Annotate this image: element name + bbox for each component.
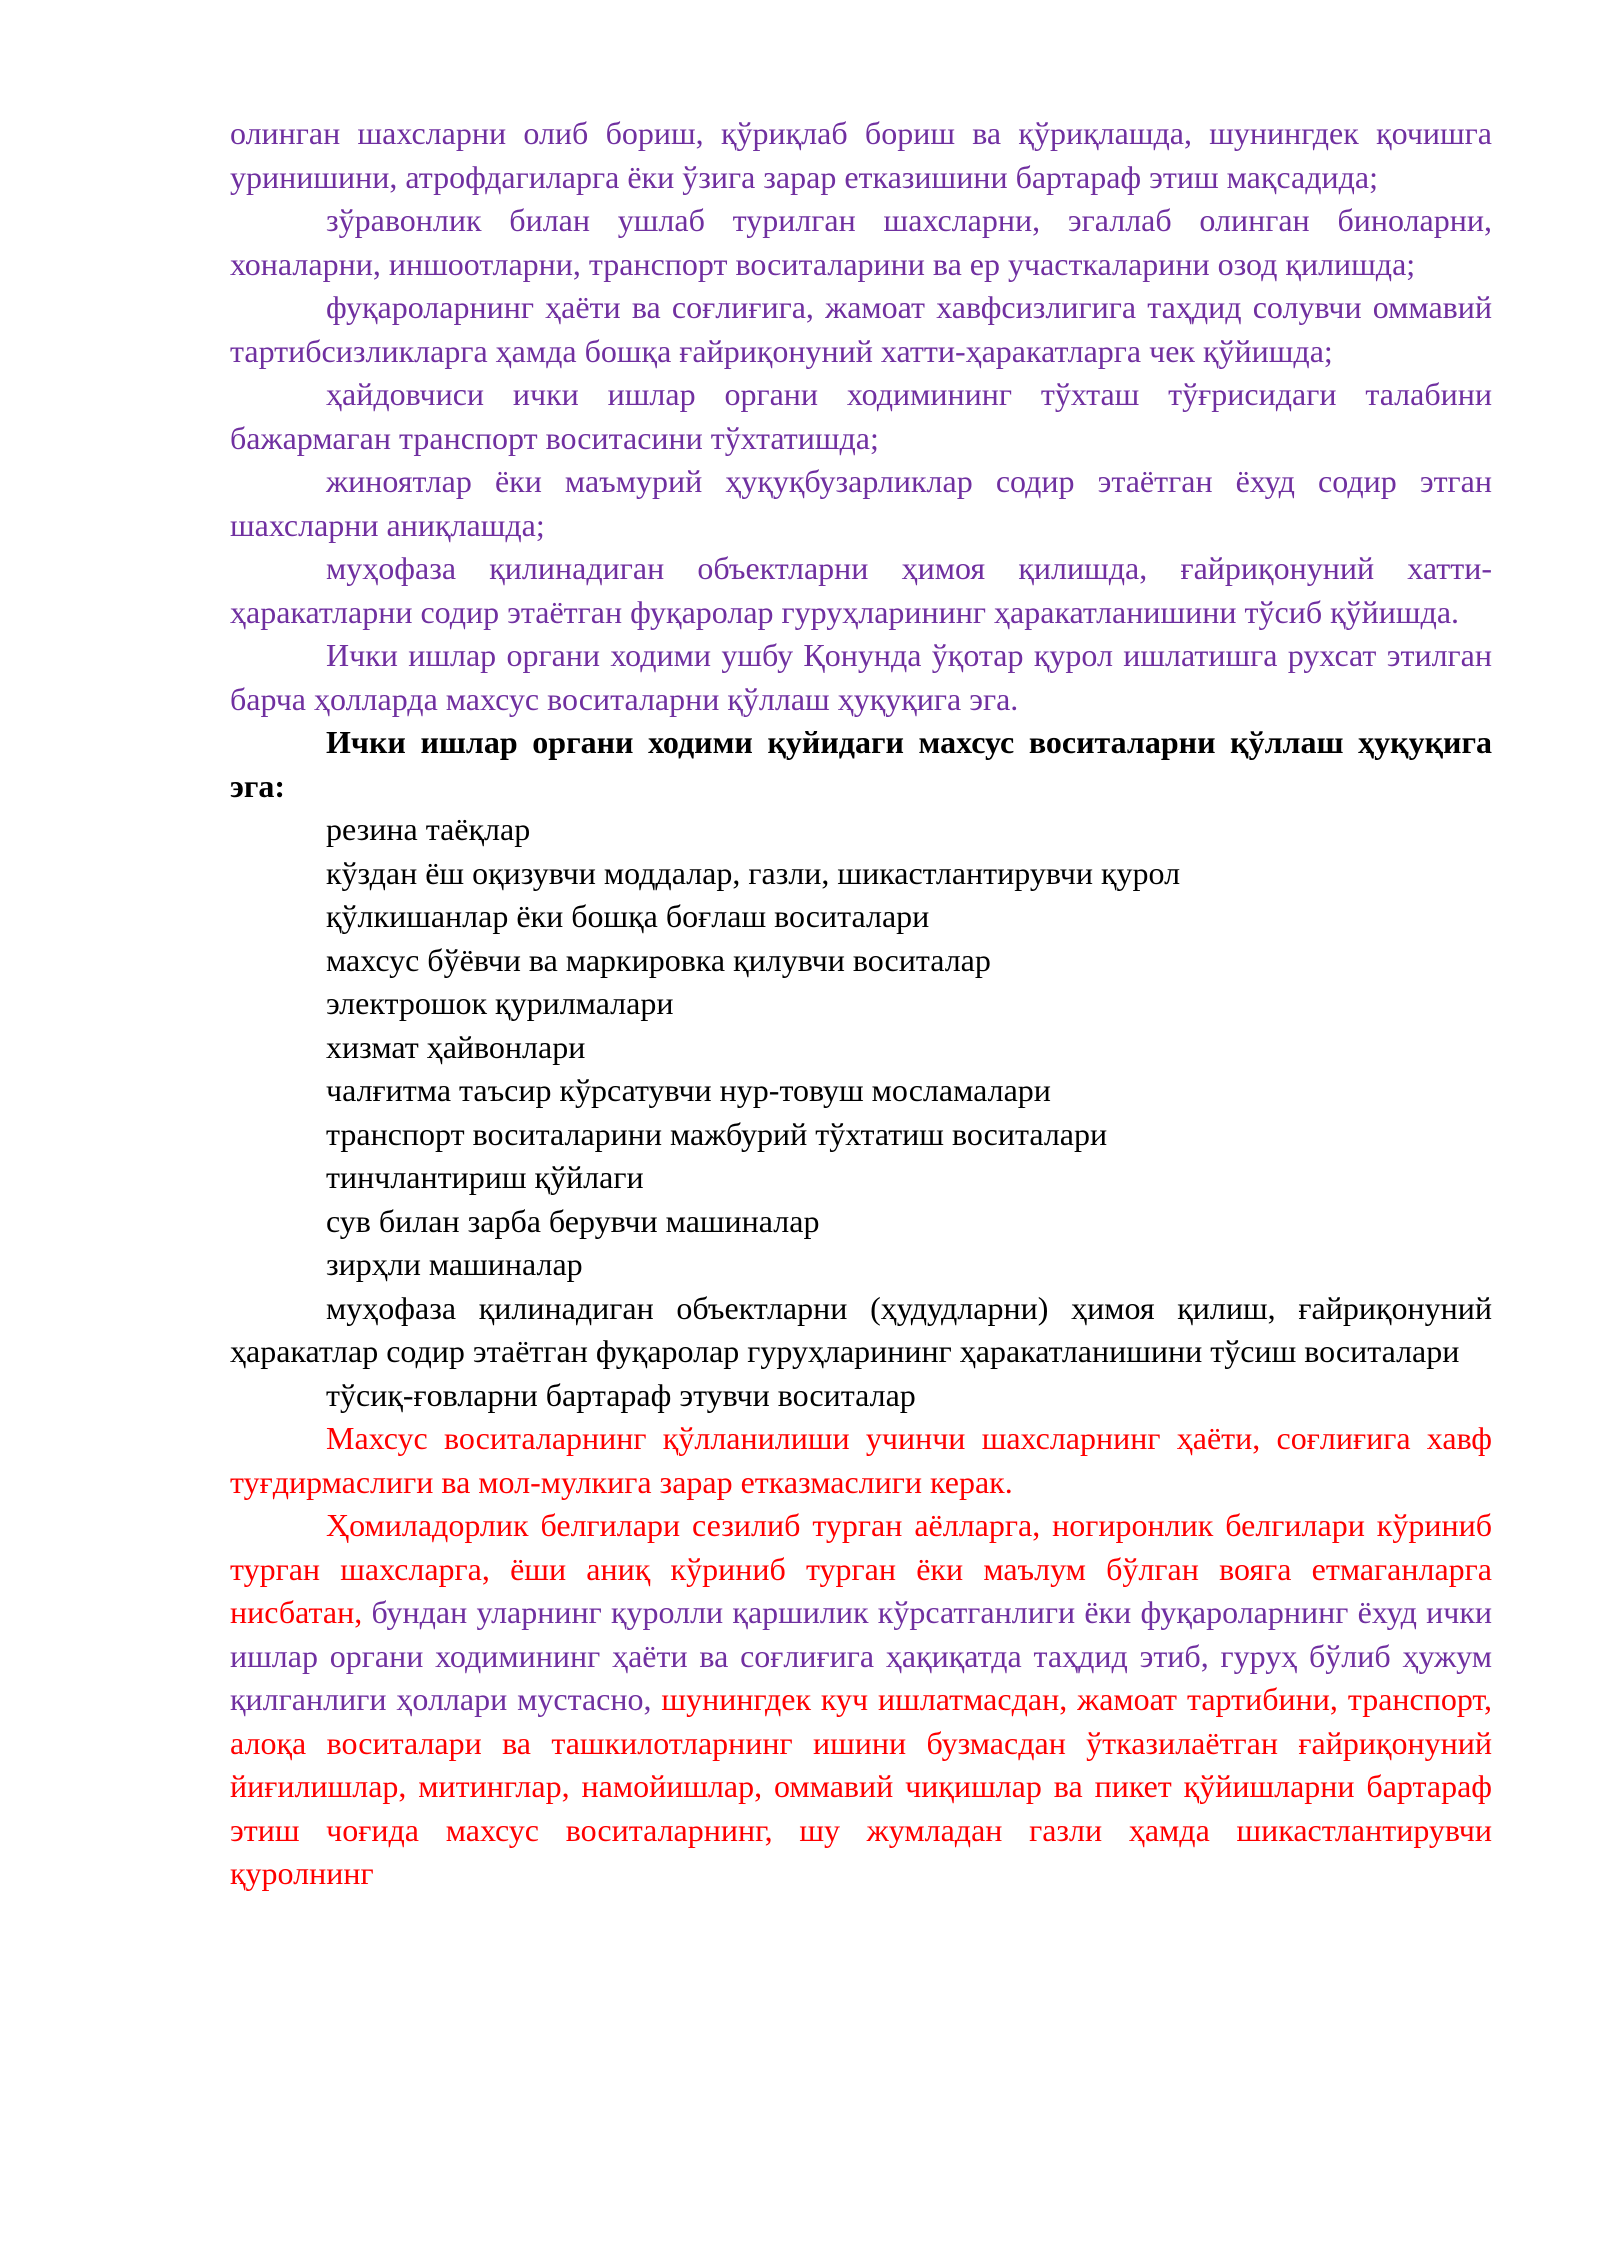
paragraph-9-part-1: Ҳомиладорлик белгилари сезилиб турган аёлларга, ногиронлик белгилари кўриниб турган шахсларга, ёши аниқ кўриниб турган ёки маълум бўлган вояга етмаганларга нисбатан, — [230, 1507, 1492, 1630]
paragraph-9-part-3: шунингдек куч ишлатмасдан, жамоат тартибини, транспорт, алоқа воситалари ва ташкилотларнинг ишини бузмасдан ўтказилаётган ғайриқонуний йиғилишлар, митинглар, намойишлар, оммавий чиқишлар ва пикет қўйишларни бартараф этиш чоғида махсус воситаларнинг, шу жумладан газли ҳамда шикастлантирувчи қуролнинг — [230, 1681, 1493, 1891]
list-item: транспорт воситаларини мажбурий тўхтатиш воситалари — [326, 1115, 1108, 1152]
list-item: сув билан зарба берувчи машиналар — [326, 1202, 820, 1239]
list-item: электрошок қурилмалари — [326, 985, 674, 1021]
paragraph-5: жиноятлар ёки маъмурий ҳуқуқбузарликлар содир этаётган ёхуд содир этган шахсларни аниқлашда; — [230, 463, 1492, 543]
paragraph-1: олинган шахсларни олиб бориш, қўриқлаб бориш ва қўриқлашда, шунингдек қочишга уринишини, атрофдагиларга ёки ўзига зарар етказишини бартараф этиш мақсадида; — [230, 115, 1492, 195]
list-item: муҳофаза қилинадиган объектларни (ҳудудларни) ҳимоя қилиш, ғайриқонуний ҳаракатлар содир этаётган фуқаролар гуруҳларининг ҳаракатланишини тўсиш воситалари — [230, 1289, 1492, 1369]
list-item: резина таёқлар — [326, 811, 531, 847]
special-means-list — [230, 808, 1492, 1417]
paragraph-2: зўравонлик билан ушлаб турилган шахсларни, эгаллаб олинган биноларни, хоналарни, иншоотларни, транспорт воситаларини ва ер участкаларини озод қилишда; — [230, 202, 1492, 282]
paragraph-8: Махсус воситаларнинг қўлланилиши учинчи шахсларнинг ҳаёти, соғлиғига хавф туғдирмаслиги ва мол-мулкига зарар етказмаслиги керак. — [230, 1420, 1492, 1500]
paragraph-9-part-2: бундан уларнинг қуролли қаршилик кўрсатганлиги ёки фуқароларнинг ёхуд ички ишлар органи ходимининг ҳаёти ва соғлиғига ҳақиқатда таҳдид этиб, гуруҳ бўлиб ҳужум қилганлиги ҳоллари мустасно, — [230, 1594, 1492, 1717]
paragraph-4: ҳайдовчиси ички ишлар органи ходимининг тўхташ тўғрисидаги талабини бажармаган транспорт воситасини тўхтатишда; — [230, 376, 1492, 456]
list-item: чалғитма таъсир кўрсатувчи нур-товуш мосламалари — [326, 1072, 1051, 1108]
list-item: зирҳли машиналар — [326, 1246, 583, 1282]
list-heading: Ички ишлар органи ходими қуйидаги махсус воситаларни қўллаш ҳуқуқига эга: — [230, 724, 1492, 804]
paragraph-7: Ички ишлар органи ходими ушбу Қонунда ўқотар қурол ишлатишга рухсат этилган барча ҳолларда махсус воситаларни қўллаш ҳуқуқига эга. — [230, 637, 1492, 717]
paragraph-9 — [230, 1504, 1492, 1896]
list-item: кўздан ёш оқизувчи моддалар, газли, шикастлантирувчи қурол — [326, 854, 1181, 891]
list-item: хизмат ҳайвонлари — [326, 1028, 586, 1065]
list-item: қўлкишанлар ёки бошқа боғлаш воситалари — [326, 898, 930, 934]
list-item: тўсиқ-ғовларни бартараф этувчи воситалар — [326, 1376, 916, 1413]
paragraph-3: фуқароларнинг ҳаёти ва соғлиғига, жамоат хавфсизлигига таҳдид солувчи оммавий тартибсизликларга ҳамда бошқа ғайриқонуний хатти-ҳаракатларга чек қўйишда; — [230, 289, 1492, 369]
list-item: тинчлантириш қўйлаги — [326, 1159, 644, 1195]
paragraph-6: муҳофаза қилинадиган объектларни ҳимоя қилишда, ғайриқонуний хатти-ҳаракатларни содир этаётган фуқаролар гуруҳларининг ҳаракатланишини тўсиб қўйишда. — [230, 550, 1492, 630]
list-item: махсус бўёвчи ва маркировка қилувчи воситалар — [326, 941, 991, 978]
